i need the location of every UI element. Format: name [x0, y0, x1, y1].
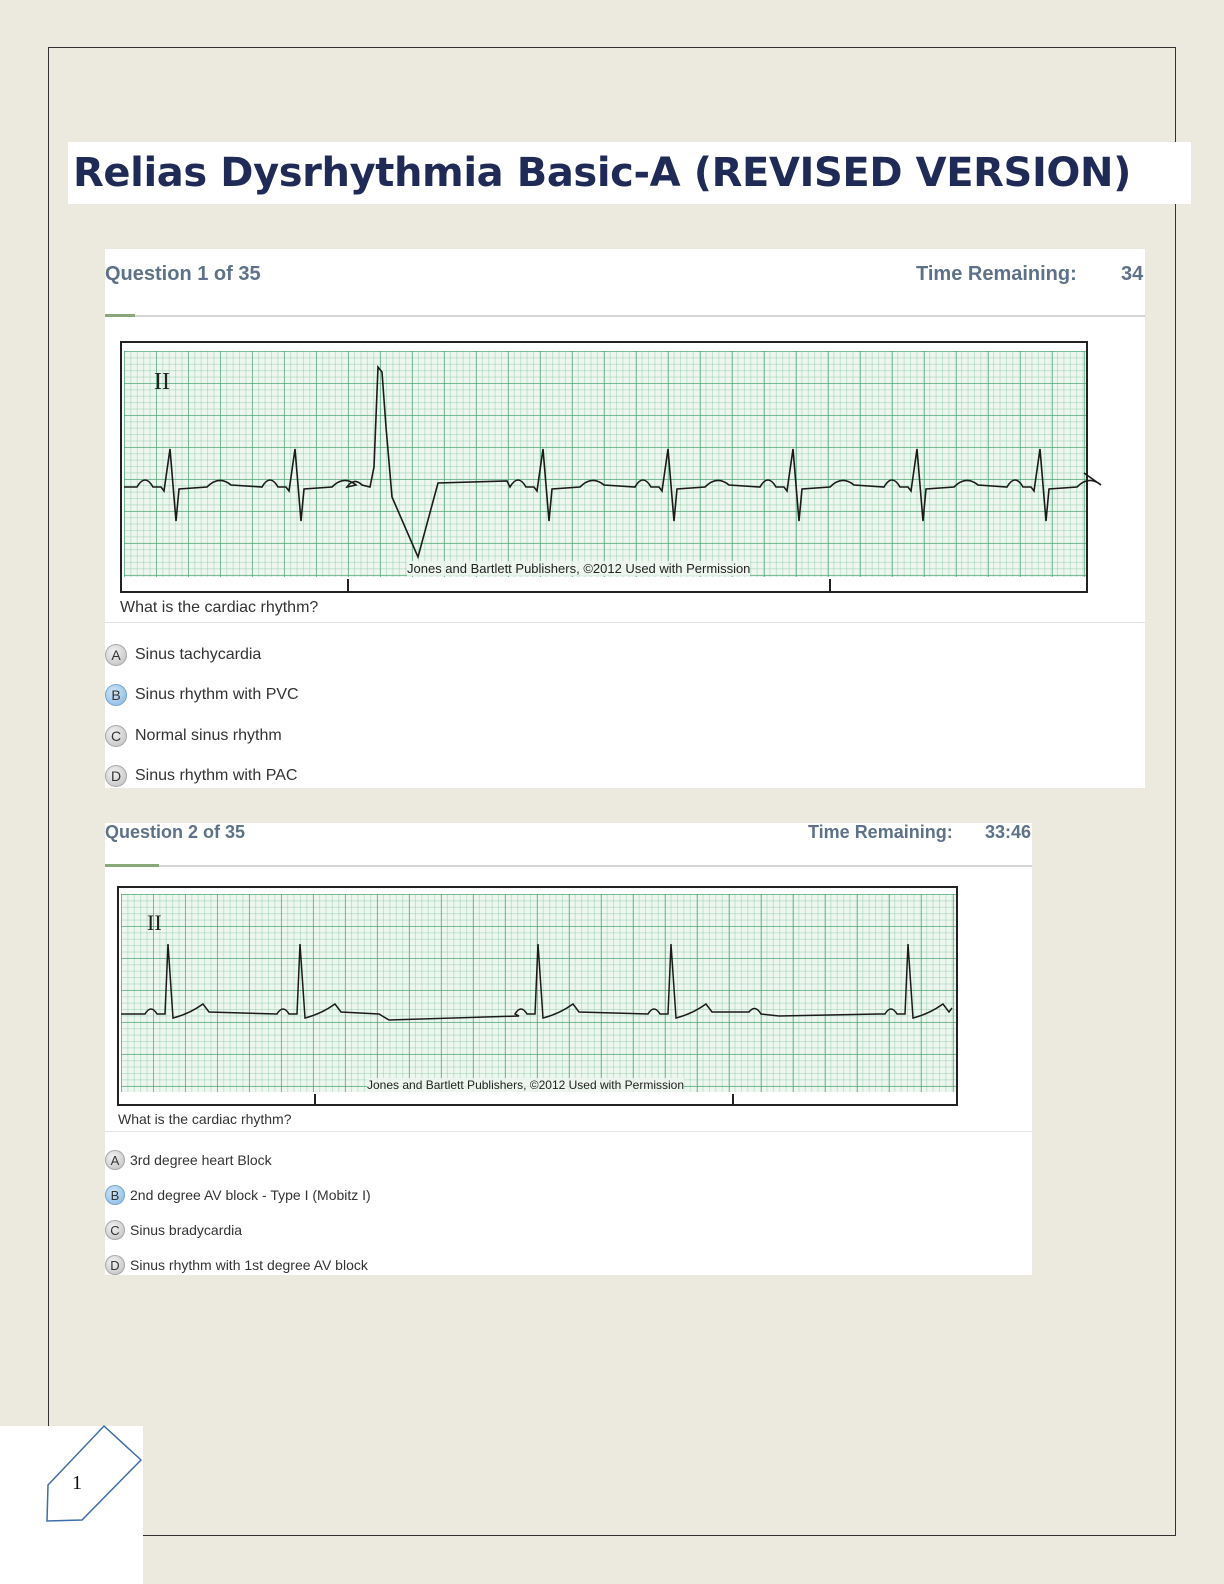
lead-label: II	[154, 369, 170, 395]
question-2-time-value: 33:46	[985, 822, 1032, 842]
option-badge-selected: B	[105, 1185, 125, 1205]
strip-tick	[314, 1094, 316, 1106]
divider	[105, 1131, 1032, 1132]
question-1-time-label: Time Remaining:	[916, 263, 1077, 285]
progress-track	[105, 315, 1145, 317]
image-credit: Jones and Bartlett Publishers, ©2012 Used with Permission	[367, 1078, 684, 1092]
question-1-panel	[105, 249, 1145, 788]
option-badge-selected: B	[105, 684, 127, 706]
option-badge: D	[105, 765, 127, 787]
ecg-strip-1	[120, 341, 1088, 593]
option-text: Sinus bradycardia	[130, 1222, 243, 1238]
option-text: Normal sinus rhythm	[135, 727, 282, 744]
lead-label: II	[147, 910, 162, 935]
ecg-trace-1	[122, 343, 1086, 573]
q2-option-b[interactable]	[105, 1185, 371, 1205]
option-text: 2nd degree AV block - Type I (Mobitz I)	[130, 1187, 371, 1203]
q1-option-c[interactable]	[105, 725, 282, 747]
q1-option-a[interactable]	[105, 644, 261, 666]
question-1-time-value: 34	[1121, 263, 1144, 285]
image-credit: Jones and Bartlett Publishers, ©2012 Used with Permission	[407, 561, 751, 576]
strip-tick	[732, 1094, 734, 1106]
option-badge: A	[105, 644, 127, 666]
strip-tick	[347, 579, 349, 591]
option-text: 3rd degree heart Block	[130, 1152, 272, 1168]
progress-fill	[105, 314, 135, 317]
option-text: Sinus tachycardia	[135, 646, 262, 663]
option-text: Sinus rhythm with PAC	[135, 767, 298, 784]
option-badge: C	[105, 725, 127, 747]
q1-option-d[interactable]	[105, 765, 297, 787]
option-text: Sinus rhythm with PVC	[135, 686, 299, 703]
document-title: Relias Dysrhythmia Basic-A (REVISED VERSION)	[73, 150, 1131, 196]
question-1-header: Question 1 of 35	[105, 263, 261, 285]
ecg-strip-2	[117, 886, 958, 1106]
option-badge: A	[105, 1150, 125, 1170]
question-2-prompt: What is the cardiac rhythm?	[118, 1111, 292, 1127]
option-badge: D	[105, 1255, 125, 1275]
q2-option-a[interactable]	[105, 1150, 272, 1170]
divider	[105, 622, 1145, 623]
progress-fill	[105, 864, 159, 867]
question-2-panel	[105, 823, 1032, 1275]
progress-track	[105, 865, 1032, 867]
option-badge: C	[105, 1220, 125, 1240]
q1-option-b[interactable]	[105, 684, 299, 706]
page-number: 1	[72, 1472, 82, 1494]
strip-tick	[829, 579, 831, 591]
question-2-time-label: Time Remaining:	[808, 822, 953, 842]
option-text: Sinus rhythm with 1st degree AV block	[130, 1257, 368, 1273]
title-banner	[68, 142, 1191, 204]
question-1-prompt: What is the cardiac rhythm?	[120, 599, 319, 616]
q2-option-d[interactable]	[105, 1255, 368, 1275]
ecg-trace-2	[119, 888, 956, 1088]
q2-option-c[interactable]	[105, 1220, 242, 1240]
question-2-header: Question 2 of 35	[105, 822, 246, 842]
